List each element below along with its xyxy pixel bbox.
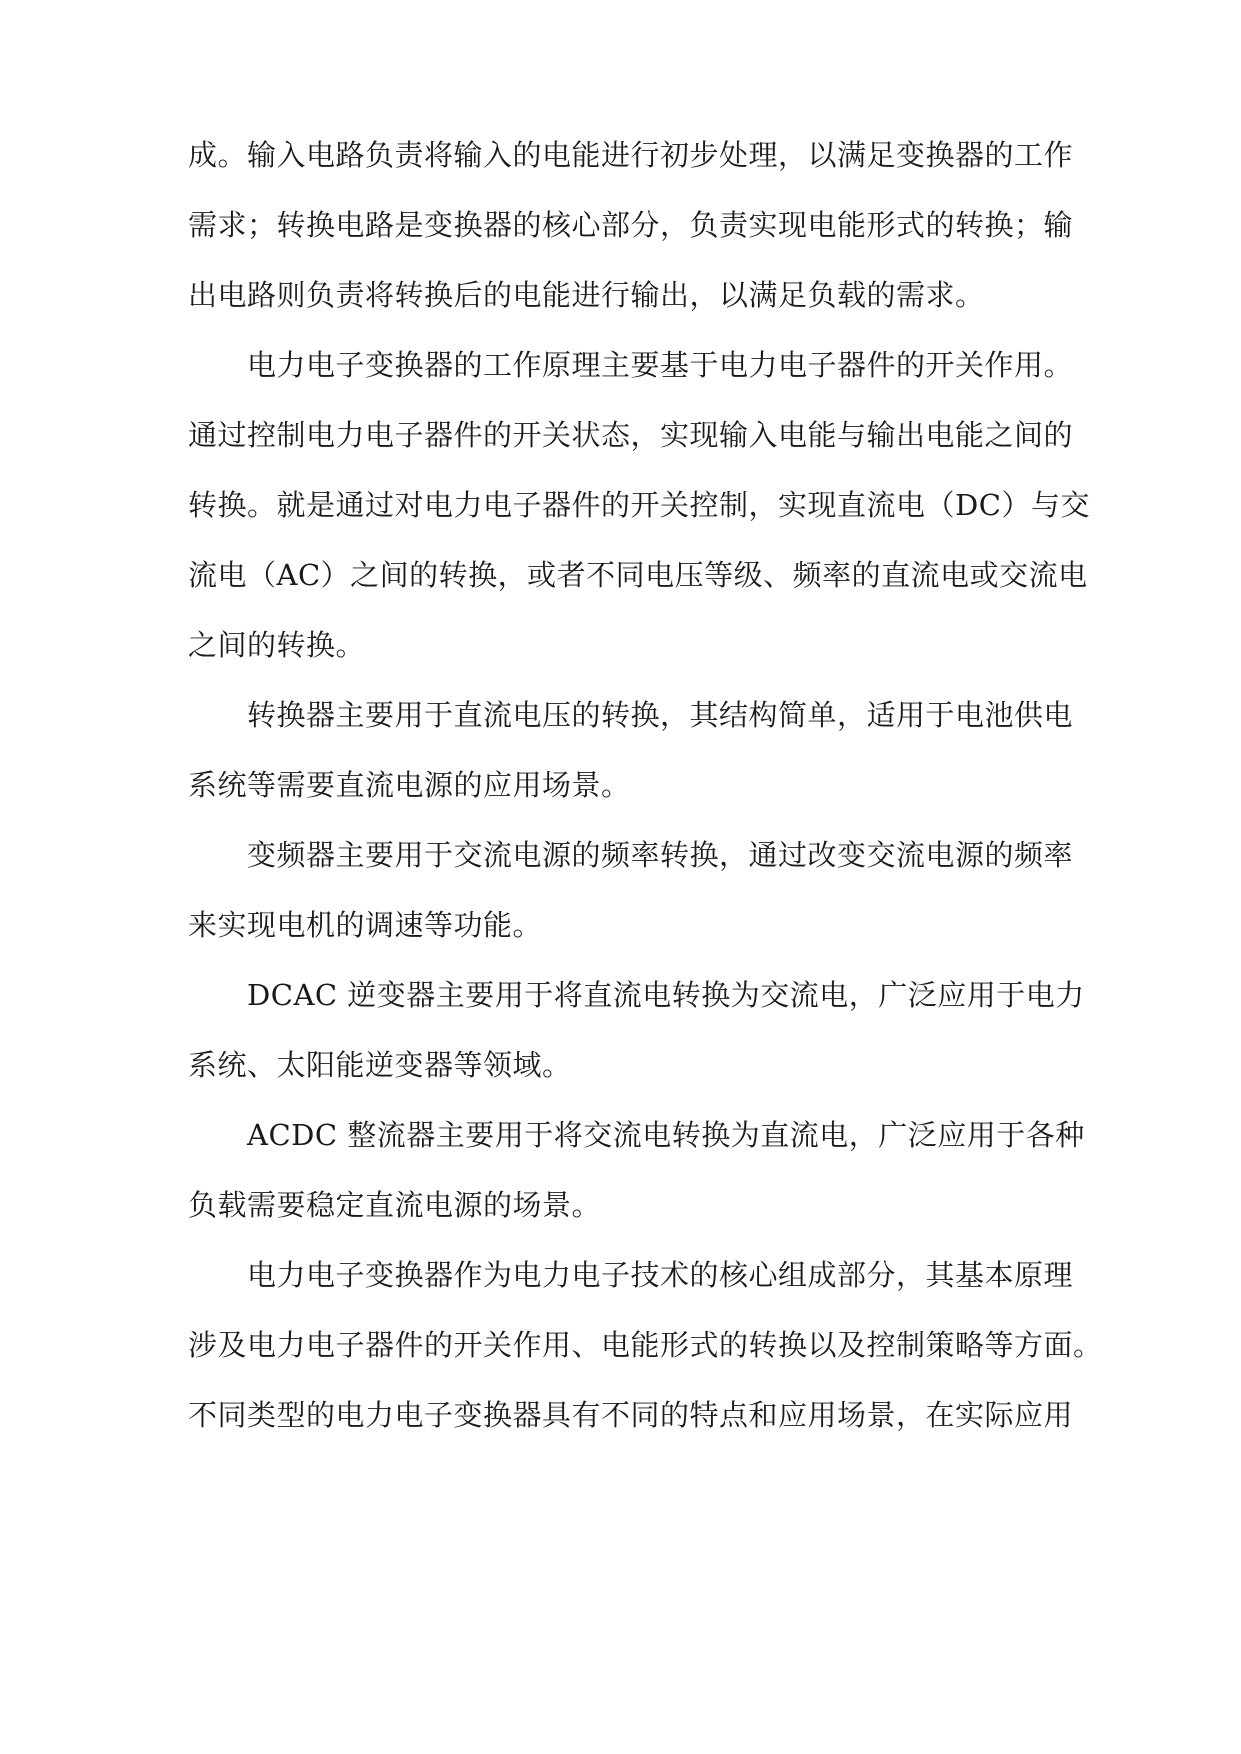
text-line: 系统、太阳能逆变器等领域。 (188, 1048, 572, 1082)
paragraph-first-line: ACDC 整流器主要用于将交流电转换为直流电，广泛应用于各种 (247, 1118, 1085, 1152)
text-line: 之间的转换。 (188, 628, 366, 662)
paragraph-first-line: 电力电子变换器的工作原理主要基于电力电子器件的开关作用。 (247, 348, 1074, 382)
text-line: 负载需要稳定直流电源的场景。 (188, 1188, 602, 1222)
text-line: 流电（AC）之间的转换，或者不同电压等级、频率的直流电或交流电 (188, 558, 1088, 592)
text-line: 成。输入电路负责将输入的电能进行初步处理，以满足变换器的工作 (188, 138, 1074, 172)
text-line: 出电路则负责将转换后的电能进行输出，以满足负载的需求。 (188, 278, 985, 312)
text-line: 需求；转换电路是变换器的核心部分，负责实现电能形式的转换；输 (188, 208, 1074, 242)
paragraph-first-line: 电力电子变换器作为电力电子技术的核心组成部分，其基本原理 (247, 1258, 1074, 1292)
text-line: 涉及电力电子器件的开关作用、电能形式的转换以及控制策略等方面。 (188, 1328, 1103, 1362)
paragraph-first-line: 变频器主要用于交流电源的频率转换，通过改变交流电源的频率 (247, 838, 1074, 872)
text-line: 不同类型的电力电子变换器具有不同的特点和应用场景，在实际应用 (188, 1398, 1074, 1432)
text-line: 通过控制电力电子器件的开关状态，实现输入电能与输出电能之间的 (188, 418, 1074, 452)
text-line: 来实现电机的调速等功能。 (188, 908, 543, 942)
paragraph-first-line: DCAC 逆变器主要用于将直流电转换为交流电，广泛应用于电力 (247, 978, 1085, 1012)
text-line: 转换。就是通过对电力电子器件的开关控制，实现直流电（DC）与交 (188, 488, 1090, 522)
paragraph-first-line: 转换器主要用于直流电压的转换，其结构简单，适用于电池供电 (247, 698, 1074, 732)
text-line: 系统等需要直流电源的应用场景。 (188, 768, 631, 802)
